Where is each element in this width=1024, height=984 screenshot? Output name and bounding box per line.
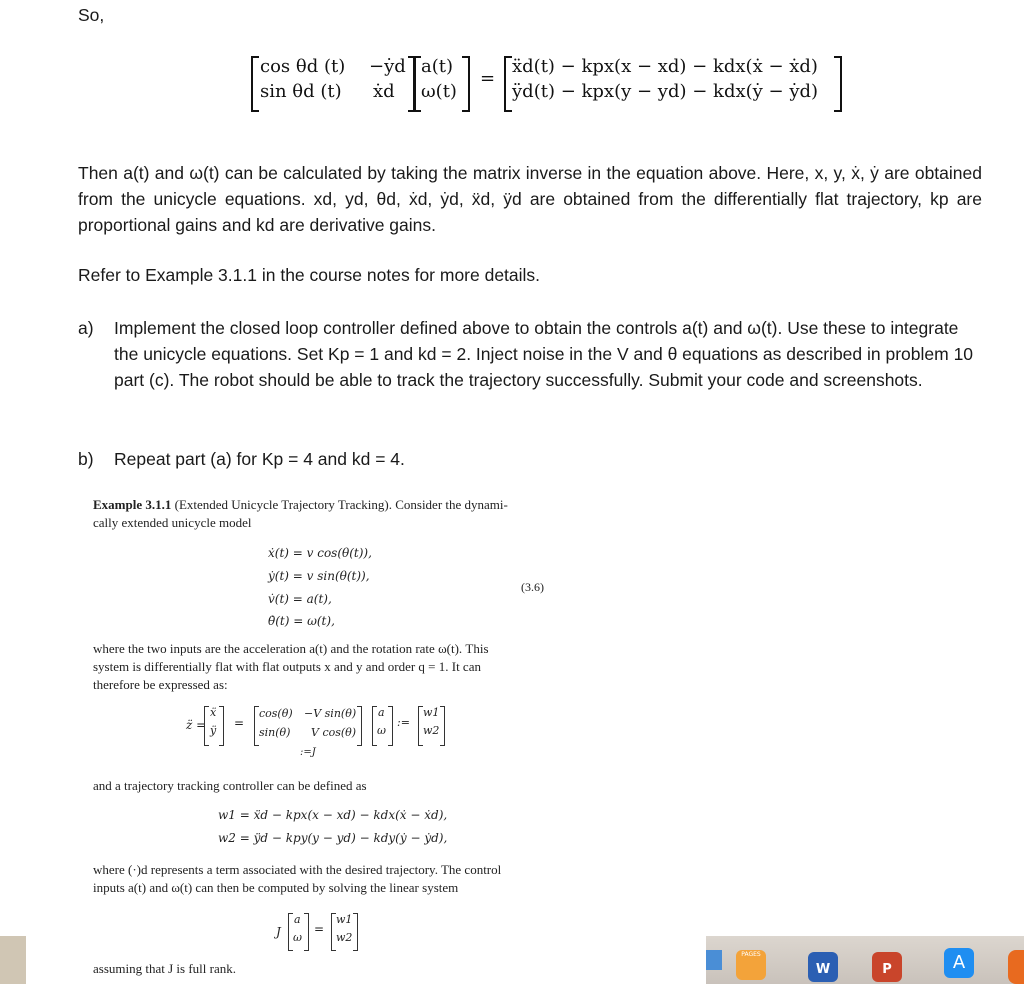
ex-m-right (357, 706, 362, 746)
rhs-right-bracket (834, 56, 842, 112)
ex-v2: ÿ (210, 724, 217, 737)
item-b-text: Repeat part (a) for Kp = 4 and kd = 4. (114, 449, 405, 469)
ex-def: := (397, 716, 410, 729)
dock-app-partial-right[interactable] (1008, 950, 1024, 984)
ex-m11: cos(θ) (259, 707, 293, 720)
matrix-m22: ẋd (373, 81, 395, 102)
example-para1-l2: system is differentially flat with flat outputs x and y and order q = 1. It can (93, 659, 481, 674)
example-lhs: z̈ = (186, 718, 207, 732)
example-assume: assuming that J is full rank. (93, 961, 236, 976)
rhs-row1: ẍd(t) − kpx(x − xd) − kdx(ẋ − ẋd) (512, 56, 818, 77)
example-eq3: v̇(t) = a(t), (268, 592, 332, 606)
ex-u-right (388, 706, 393, 746)
example-eq1: ẋ(t) = v cos(θ(t)), (268, 546, 372, 560)
vector-right-bracket (462, 56, 470, 112)
item-a-label: a) (78, 318, 94, 338)
pages-icon[interactable] (736, 950, 766, 980)
app-store-icon[interactable] (944, 948, 974, 978)
ex-m12: −V sin(θ) (304, 707, 357, 720)
dock-app-partial[interactable] (706, 950, 722, 970)
example-ctrl1: w1 = ẍd − kpx(x − xd) − kdx(ẋ − ẋd), (218, 808, 448, 822)
ex-m21: sin(θ) (259, 726, 291, 739)
dock-left-edge (0, 936, 26, 984)
powerpoint-icon[interactable] (872, 952, 902, 982)
word-icon-label: W (815, 962, 831, 977)
example-para1-l1: where the two inputs are the acceleration a(t) and the rotation rate ω(t). This (93, 641, 489, 656)
example-heading-line (93, 496, 508, 514)
matrix-m11: cos θd (t) (260, 56, 346, 77)
example-para2: and a trajectory tracking controller can be defined as (93, 778, 367, 793)
solve-w: ω (293, 931, 302, 944)
example-heading: Example 3.1.1 (93, 497, 172, 512)
solve-J: J (276, 925, 281, 939)
item-a-text: Implement the closed loop controller defined above to obtain the controls a(t) and ω(t). Use these to integrate the unicycle equations. Set Kp = 1 and kd = 2. Inject noise in the V and θ equations as described in problem 10 part (c). The robot should be able to track the trajectory successfully. Submit your code and screenshots. (114, 318, 974, 390)
vector-a: a(t) (421, 56, 454, 77)
item-b-label: b) (78, 449, 94, 469)
ex-w2: w2 (423, 724, 440, 737)
matrix-m21: sin θd (t) (260, 81, 342, 102)
app-store-icon-label: A (952, 952, 966, 973)
solve-w1: w1 (336, 913, 353, 926)
matrix-left-bracket (251, 56, 259, 112)
paragraph-refer: Refer to Example 3.1.1 in the course notes for more details. (78, 265, 541, 285)
powerpoint-icon-label: P (882, 962, 892, 977)
matrix-m12: −ẏd (369, 56, 406, 77)
ex-v-left (204, 706, 209, 746)
solve-w2: w2 (336, 931, 353, 944)
example-eqnum: (3.6) (521, 580, 544, 594)
ex-under: :=J (300, 747, 316, 758)
vector-left-bracket (413, 56, 421, 112)
example-para3-l1: where (·)d represents a term associated with the desired trajectory. The control (93, 862, 502, 877)
ex-u2: ω (377, 724, 386, 737)
example-para1-l3: therefore be expressed as: (93, 677, 228, 692)
example-line2: cally extended unicycle model (93, 515, 252, 530)
example-ctrl2: w2 = ÿd − kpy(y − yd) − kdy(ẏ − ẏd), (218, 831, 448, 845)
rhs-row2: ÿd(t) − kpx(y − yd) − kdx(ẏ − ẏd) (512, 81, 819, 102)
ex-v1: ẍ (210, 706, 217, 719)
ex-w-right (440, 706, 445, 746)
example-panel (26, 488, 706, 984)
ex-u1: a (378, 706, 385, 719)
ex-m22: V cos(θ) (311, 726, 357, 739)
rhs-left-bracket (504, 56, 512, 112)
solve-a: a (294, 913, 301, 926)
word-icon[interactable] (808, 952, 838, 982)
vector-omega: ω(t) (421, 81, 457, 102)
solve-w-right (353, 913, 358, 951)
example-heading-rest: (Extended Unicycle Trajectory Tracking). Consider the dynami- (174, 497, 508, 512)
ex-w1: w1 (423, 706, 440, 719)
intro-text: So, (78, 5, 105, 25)
example-eq2: ẏ(t) = v sin(θ(t)), (268, 569, 370, 583)
example-eq4: θ̇(t) = ω(t), (268, 614, 335, 628)
example-para3-l2: inputs a(t) and ω(t) can then be computed by solving the linear system (93, 880, 459, 895)
equals-sign: = (480, 68, 496, 89)
pages-icon-label: PAGES (741, 951, 761, 958)
ex-v-right (219, 706, 224, 746)
solve-aw-right (304, 913, 309, 951)
solve-eq: = (314, 922, 325, 936)
paragraph-explanation: Then a(t) and ω(t) can be calculated by taking the matrix inverse in the equation above. Here, x, y, ẋ, ẏ are obtained from the unicycle equations. xd, yd, θd, ẋd, ẏd, ẍd, ÿd are obtained from the differentially flat trajectory, kp are proportional gains and kd are derivative gains. (78, 163, 982, 235)
ex-eq1: = (234, 716, 245, 730)
